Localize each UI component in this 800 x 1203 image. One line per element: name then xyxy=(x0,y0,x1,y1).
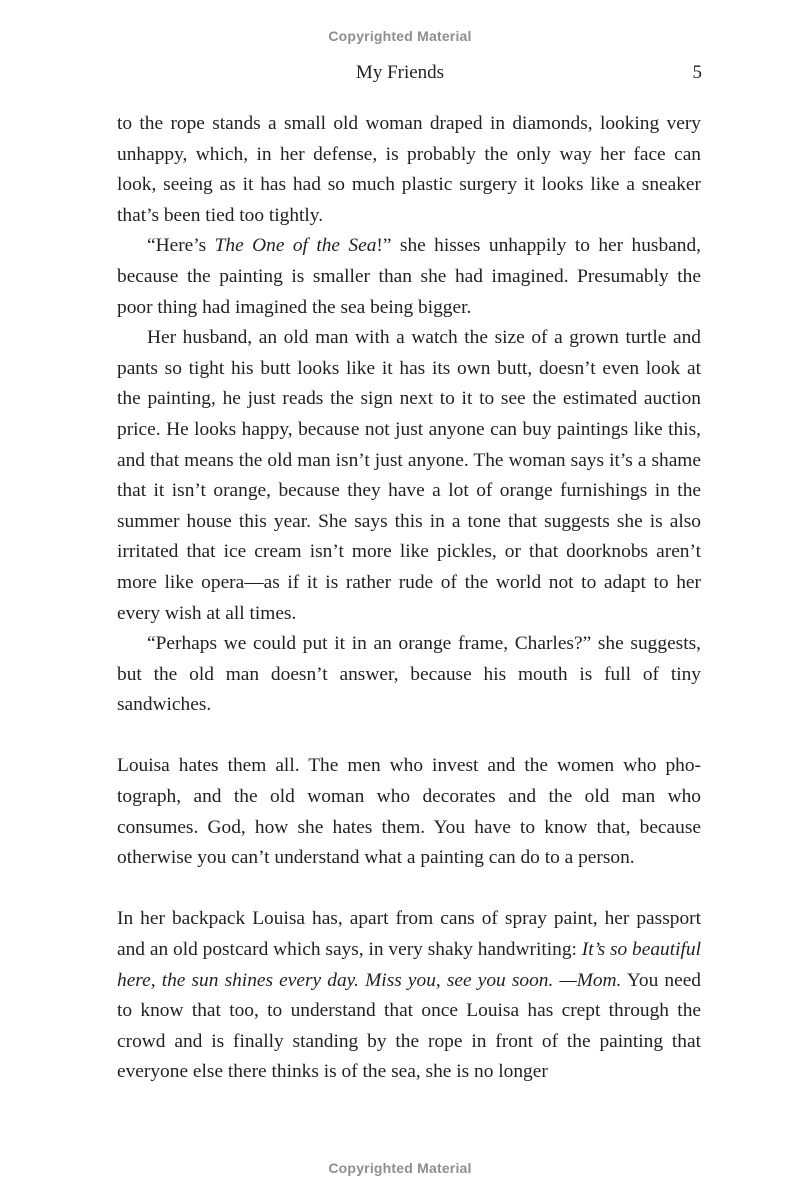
paragraph-4: “Perhaps we could put it in an orange frame, Charles?” she suggests, but the old man doesn’t answer, because his mouth is full of tiny sandwiches. xyxy=(117,633,701,716)
copyright-watermark-top: Copyrighted Material xyxy=(328,28,472,44)
postcard-text: It’s so beautiful here, the sun shines every day. Miss you, see you soon. —Mom. xyxy=(117,939,701,991)
section-break xyxy=(117,721,701,752)
paragraph-1: to the rope stands a small old woman draped in diamonds, looking very unhappy, which, in her defense, is probably the only way her face can look, seeing as it has had so much plastic surgery it looks like a sneaker that’s been tied too tightly. xyxy=(117,113,701,226)
paragraph-6-end: You need to know that too, to understand that once Louisa has crept through the crowd and is finally standing by the rope in front of the painting that everyone else there thinks is of the sea, she is no longer xyxy=(117,969,701,1083)
paragraph-3: Her husband, an old man with a watch the size of a grown turtle and pants so tight his butt looks like it has its own butt, doesn’t even look at the painting, he just reads the sign next to it to see the estimated auction price. He looks happy, because not just anyone can buy paintings like this, and that means the old man isn’t just anyone. The woman says it’s a shame that it isn’t orange, because they have a lot of orange furnishings in the summer house this year. She says this in a tone that suggests she is also irritated that ice cream isn’t more like pickles, or that doorknobs aren’t more like opera—as if it is rather rude of the world not to adapt to her every wish at all times. xyxy=(117,327,701,624)
dialogue-rest: !” she hisses unhappily to her husband, because the painting is smaller than she had imagined. Presumably the poor thing had imagined the sea being bigger. xyxy=(117,235,701,318)
page-number: 5 xyxy=(692,62,702,83)
section-break xyxy=(117,874,701,905)
paragraph-2 xyxy=(117,231,701,323)
paragraph-6-start: In her backpack Louisa has, apart from cans of spray paint, her passport and an old postcard which says, in very shaky handwriting: xyxy=(117,908,701,961)
paragraph-6 xyxy=(117,904,701,1088)
painting-title: The One of the Sea xyxy=(214,235,377,257)
copyright-watermark-bottom: Copyrighted Material xyxy=(328,1160,472,1176)
dialogue-open: “Here’s xyxy=(147,235,215,257)
paragraph-5: Louisa hates them all. The men who invest and the women who photograph, and the old woman who decorates and the old man who consumes. God, how she hates them. You have to know that, because otherwise you can’t understand what a painting can do to a person. xyxy=(117,755,701,869)
running-head-title: My Friends xyxy=(355,62,445,83)
body-text xyxy=(117,109,701,1088)
